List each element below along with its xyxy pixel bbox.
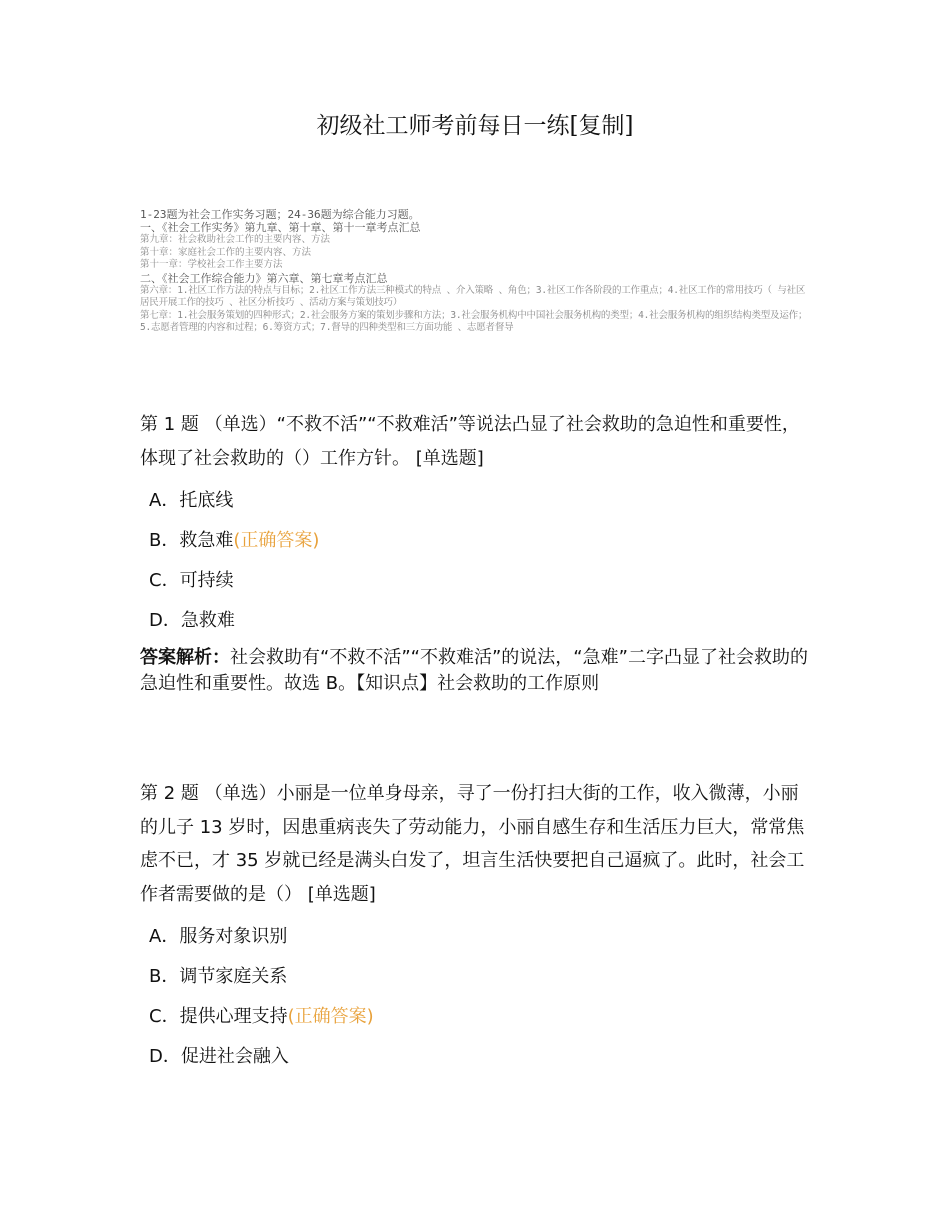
analysis-text: 社会救助有“不救不活”“不救难活”的说法，“急难”二字凸显了社会救助的急迫性和重要性。故选 B。【知识点】社会救助的工作原则 [140, 647, 808, 694]
question-1 [140, 408, 810, 697]
correct-answer-tag: (正确答案) [233, 530, 320, 551]
correct-answer-tag: (正确答案) [287, 1006, 374, 1027]
option-label: B．救急难 [149, 530, 234, 551]
intro-line: 二、《社会工作综合能力》第六章、第七章考点汇总 [140, 271, 388, 285]
intro-line: 第十章：家庭社会工作的主要内容、方法 [140, 246, 312, 258]
intro-line: 第七章：1.社会服务策划的四种形式；2.社会服务方案的策划步骤和方法；3.社会服务机构中中国社会服务机构的类型；4.社会服务机构的组织结构类型及运作；5.志愿者管理的内容和过程；6.筹资方式；7.督导的四种类型和三方面功能 、志愿者督导 [140, 309, 808, 333]
option-label: A．托底线 [149, 490, 234, 511]
intro-summary [140, 208, 810, 335]
option-a[interactable] [140, 917, 810, 957]
intro-line: 1-23题为社会工作实务习题；24-36题为综合能力习题。 [140, 208, 420, 221]
option-label: D．急救难 [149, 610, 235, 631]
option-b[interactable] [140, 521, 810, 561]
option-label: C．可持续 [149, 570, 234, 591]
question-2 [140, 777, 810, 1077]
option-label: D．促进社会融入 [149, 1046, 289, 1067]
option-label: A．服务对象识别 [149, 926, 288, 947]
intro-line: 第九章：社会救助社会工作的主要内容、方法 [140, 234, 331, 245]
option-d[interactable] [140, 1037, 810, 1077]
analysis-label: 答案解析： [140, 647, 230, 668]
option-d[interactable] [140, 601, 810, 641]
page-title: 初级社工师考前每日一练[复制] [316, 113, 634, 139]
option-label: B．调节家庭关系 [149, 966, 288, 987]
answer-analysis [140, 645, 810, 697]
option-c[interactable] [140, 561, 810, 601]
question-text: 第 2 题 （单选）小丽是一位单身母亲，寻了一份打扫大街的工作，收入微薄，小丽的儿子 13 岁时，因患重病丧失了劳动能力，小丽自感生存和生活压力巨大，常常焦虑不已，才 35 岁就已经是满头白发了，坦言生活快要把自己逼疯了。此时，社会工作者需要做的是（） [单选题] [140, 783, 805, 905]
option-c[interactable] [140, 997, 810, 1037]
intro-line: 第十一章：学校社会工作主要方法 [140, 259, 283, 270]
option-b[interactable] [140, 957, 810, 997]
option-a[interactable] [140, 481, 810, 521]
option-label: C．提供心理支持 [149, 1006, 288, 1027]
question-text: 第 1 题 （单选）“不救不活”“不救难活”等说法凸显了社会救助的急迫性和重要性，体现了社会救助的（）工作方针。 [单选题] [140, 414, 800, 469]
intro-line: 第六章：1.社区工作方法的特点与目标；2.社区工作方法三种模式的特点 、介入策略 、角色；3.社区工作各阶段的工作重点；4.社区工作的常用技巧（ 与社区居民开展工作的技巧 、社区分析技巧 、活动方案与策划技巧） [140, 284, 806, 308]
intro-line: 一、《社会工作实务》第九章、第十章、第十一章考点汇总 [140, 221, 421, 234]
